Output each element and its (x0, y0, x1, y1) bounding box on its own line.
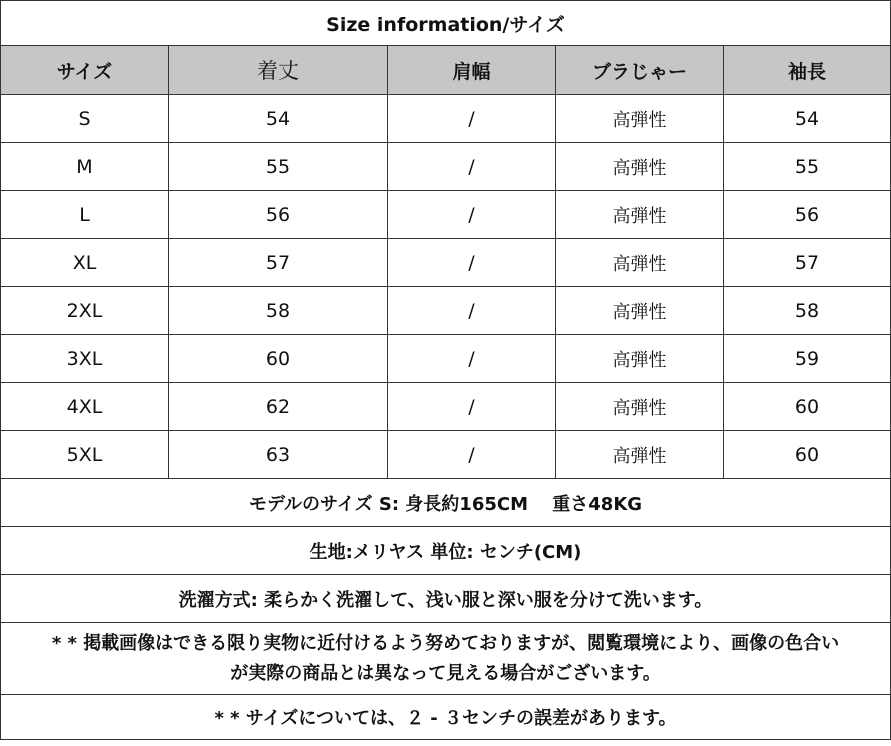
cell-length: 57 (169, 239, 388, 287)
cell-size: 2XL (1, 287, 169, 335)
cell-shoulder: / (388, 239, 556, 287)
header-sleeve: 袖長 (724, 46, 891, 95)
header-length: 着丈 (169, 46, 388, 95)
table-row (1, 95, 891, 143)
color-disclaimer-note (1, 623, 891, 695)
cell-sleeve: 54 (724, 95, 891, 143)
cell-shoulder: / (388, 431, 556, 479)
cell-shoulder: / (388, 143, 556, 191)
cell-length: 55 (169, 143, 388, 191)
cell-length: 58 (169, 287, 388, 335)
cell-shoulder: / (388, 287, 556, 335)
cell-bra: 高弾性 (556, 383, 724, 431)
cell-bra: 高弾性 (556, 335, 724, 383)
model-size-note: モデルのサイズ S: 身長約165CM 重さ48KG (1, 479, 891, 527)
table-row (1, 143, 891, 191)
table-title: Size information/サイズ (1, 1, 891, 46)
table-row (1, 383, 891, 431)
table-row (1, 191, 891, 239)
table-row (1, 431, 891, 479)
cell-size: XL (1, 239, 169, 287)
cell-size: 3XL (1, 335, 169, 383)
table-row (1, 239, 891, 287)
cell-sleeve: 59 (724, 335, 891, 383)
table-row (1, 287, 891, 335)
cell-shoulder: / (388, 95, 556, 143)
cell-length: 63 (169, 431, 388, 479)
cell-length: 56 (169, 191, 388, 239)
cell-length: 60 (169, 335, 388, 383)
header-shoulder: 肩幅 (388, 46, 556, 95)
cell-shoulder: / (388, 191, 556, 239)
cell-bra: 高弾性 (556, 431, 724, 479)
cell-bra: 高弾性 (556, 143, 724, 191)
material-unit-note: 生地:メリヤス 単位: センチ(CM) (1, 527, 891, 575)
header-bra: ブラじゃー (556, 46, 724, 95)
cell-bra: 高弾性 (556, 239, 724, 287)
cell-size: L (1, 191, 169, 239)
cell-sleeve: 60 (724, 383, 891, 431)
washing-note: 洗濯方式: 柔らかく洗濯して、浅い服と深い服を分けて洗います。 (1, 575, 891, 623)
cell-bra: 高弾性 (556, 287, 724, 335)
cell-size: S (1, 95, 169, 143)
cell-sleeve: 55 (724, 143, 891, 191)
cell-sleeve: 58 (724, 287, 891, 335)
cell-bra: 高弾性 (556, 191, 724, 239)
cell-length: 54 (169, 95, 388, 143)
header-size: サイズ (1, 46, 169, 95)
table-row (1, 335, 891, 383)
size-tolerance-note: * * サイズについては、２ - ３センチの誤差があります。 (1, 695, 891, 740)
cell-sleeve: 56 (724, 191, 891, 239)
cell-sleeve: 60 (724, 431, 891, 479)
cell-size: M (1, 143, 169, 191)
cell-size: 4XL (1, 383, 169, 431)
cell-bra: 高弾性 (556, 95, 724, 143)
header-row (1, 46, 891, 95)
cell-size: 5XL (1, 431, 169, 479)
disclaimer-line-1: * * 掲載画像はできる限り実物に近付けるよう努めておりますが、閲覧環境により、画像の色合い (51, 632, 840, 654)
cell-shoulder: / (388, 383, 556, 431)
cell-length: 62 (169, 383, 388, 431)
cell-shoulder: / (388, 335, 556, 383)
disclaimer-line-2: が実際の商品とは異なって見える場合がございます。 (230, 662, 661, 684)
cell-sleeve: 57 (724, 239, 891, 287)
